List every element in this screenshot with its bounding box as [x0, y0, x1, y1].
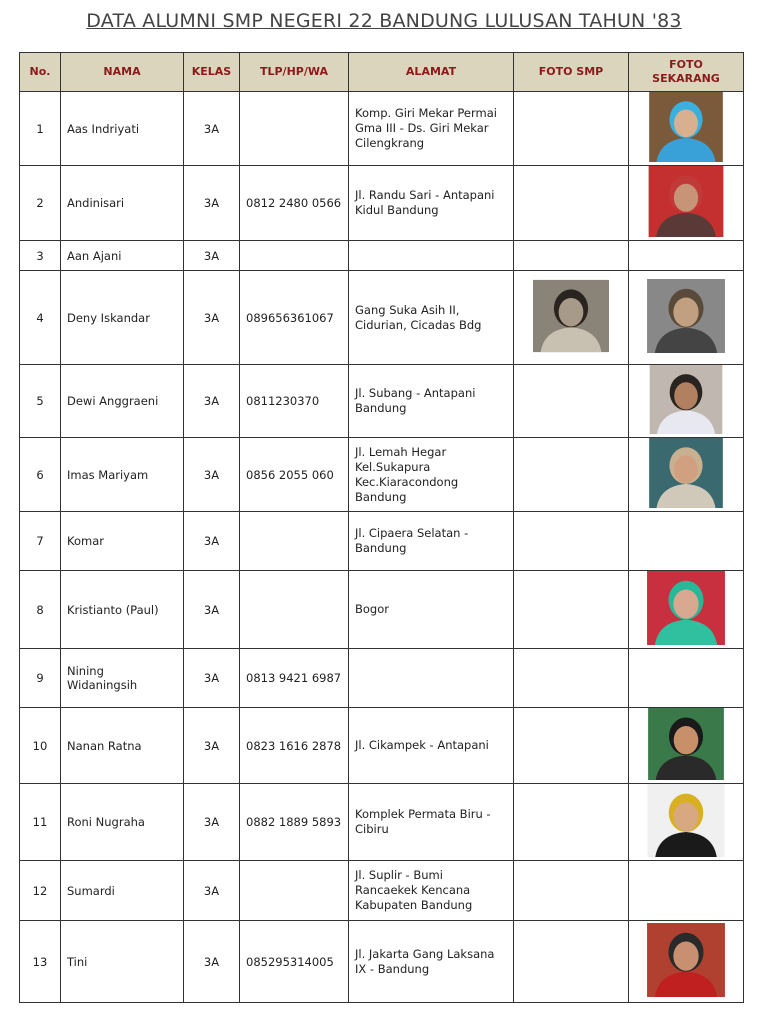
- table-row: [20, 166, 744, 241]
- cell-foto-smp: [514, 784, 629, 861]
- cell-alamat: [349, 649, 514, 708]
- cell-kelas: 3A: [184, 708, 240, 784]
- cell-no: 11: [20, 784, 61, 861]
- cell-kelas: 3A: [184, 512, 240, 571]
- cell-kelas: 3A: [184, 241, 240, 271]
- cell-no: 3: [20, 241, 61, 271]
- cell-foto-sekarang: [629, 571, 744, 649]
- cell-nama: Andinisari: [61, 166, 184, 241]
- cell-alamat: [349, 241, 514, 271]
- cell-nama: Deny Iskandar: [61, 271, 184, 365]
- cell-kelas: 3A: [184, 438, 240, 512]
- table-row: [20, 92, 744, 166]
- cell-kelas: 3A: [184, 784, 240, 861]
- cell-tlp: 0856 2055 060: [240, 438, 349, 512]
- cell-nama: Komar: [61, 512, 184, 571]
- cell-foto-smp: [514, 92, 629, 166]
- header-no: No.: [20, 53, 61, 92]
- table-row: [20, 571, 744, 649]
- table-row: [20, 438, 744, 512]
- cell-tlp: [240, 92, 349, 166]
- header-tlp: TLP/HP/WA: [240, 53, 349, 92]
- table-row: [20, 784, 744, 861]
- cell-kelas: 3A: [184, 92, 240, 166]
- cell-no: 8: [20, 571, 61, 649]
- cell-tlp: 0813 9421 6987: [240, 649, 349, 708]
- cell-foto-smp: [514, 512, 629, 571]
- current-photo: [646, 92, 726, 165]
- cell-alamat: Komplek Permata Biru - Cibiru: [349, 784, 514, 861]
- header-kelas: KELAS: [184, 53, 240, 92]
- cell-foto-smp: [514, 365, 629, 438]
- cell-alamat: Jl. Cikampek - Antapani: [349, 708, 514, 784]
- cell-nama: Kristianto (Paul): [61, 571, 184, 649]
- current-photo: [646, 166, 726, 240]
- cell-foto-sekarang: [629, 861, 744, 921]
- table-row: [20, 921, 744, 1003]
- table-header-row: [20, 53, 744, 92]
- cell-kelas: 3A: [184, 271, 240, 365]
- cell-foto-sekarang: [629, 438, 744, 512]
- alumni-table: [19, 52, 744, 1003]
- cell-nama: Tini: [61, 921, 184, 1003]
- cell-tlp: 0882 1889 5893: [240, 784, 349, 861]
- current-photo: [646, 784, 726, 860]
- cell-foto-smp: [514, 241, 629, 271]
- cell-alamat: Jl. Subang - Antapani Bandung: [349, 365, 514, 438]
- cell-tlp: 089656361067: [240, 271, 349, 365]
- header-foto-smp: FOTO SMP: [514, 53, 629, 92]
- cell-kelas: 3A: [184, 365, 240, 438]
- table-row: [20, 649, 744, 708]
- cell-kelas: 3A: [184, 166, 240, 241]
- cell-no: 1: [20, 92, 61, 166]
- table-row: [20, 861, 744, 921]
- cell-kelas: 3A: [184, 861, 240, 921]
- cell-alamat: Jl. Jakarta Gang Laksana IX - Bandung: [349, 921, 514, 1003]
- cell-no: 7: [20, 512, 61, 571]
- cell-foto-sekarang: [629, 271, 744, 365]
- cell-no: 10: [20, 708, 61, 784]
- cell-tlp: 0812 2480 0566: [240, 166, 349, 241]
- header-foto-sekarang: FOTO SEKARANG: [629, 53, 744, 92]
- cell-kelas: 3A: [184, 921, 240, 1003]
- cell-alamat: Jl. Suplir - Bumi Rancaekek Kencana Kabupaten Bandung: [349, 861, 514, 921]
- cell-nama: Nanan Ratna: [61, 708, 184, 784]
- cell-foto-smp: [514, 921, 629, 1003]
- current-photo: [646, 365, 726, 437]
- cell-foto-sekarang: [629, 708, 744, 784]
- cell-foto-sekarang: [629, 921, 744, 1003]
- table-row: [20, 271, 744, 365]
- cell-tlp: [240, 512, 349, 571]
- cell-foto-smp: [514, 166, 629, 241]
- cell-alamat: Jl. Randu Sari - Antapani Kidul Bandung: [349, 166, 514, 241]
- table-row: [20, 708, 744, 784]
- cell-foto-smp: [514, 861, 629, 921]
- cell-no: 4: [20, 271, 61, 365]
- current-photo: [646, 438, 726, 511]
- cell-nama: Nining Widaningsih: [61, 649, 184, 708]
- page-title: DATA ALUMNI SMP NEGERI 22 BANDUNG LULUSAN TAHUN '83: [86, 10, 682, 32]
- cell-alamat: Jl. Cipaera Selatan - Bandung: [349, 512, 514, 571]
- cell-foto-smp: [514, 708, 629, 784]
- table-row: [20, 241, 744, 271]
- header-nama: NAMA: [61, 53, 184, 92]
- cell-tlp: 085295314005: [240, 921, 349, 1003]
- cell-no: 13: [20, 921, 61, 1003]
- cell-nama: Aan Ajani: [61, 241, 184, 271]
- cell-kelas: 3A: [184, 571, 240, 649]
- table-row: [20, 365, 744, 438]
- cell-nama: Aas Indriyati: [61, 92, 184, 166]
- current-photo: [646, 571, 726, 648]
- cell-nama: Imas Mariyam: [61, 438, 184, 512]
- current-photo: [646, 279, 726, 356]
- cell-foto-sekarang: [629, 166, 744, 241]
- cell-foto-sekarang: [629, 649, 744, 708]
- header-alamat: ALAMAT: [349, 53, 514, 92]
- cell-nama: Roni Nugraha: [61, 784, 184, 861]
- cell-foto-smp: [514, 438, 629, 512]
- cell-no: 5: [20, 365, 61, 438]
- cell-alamat: Gang Suka Asih II, Cidurian, Cicadas Bdg: [349, 271, 514, 365]
- cell-foto-smp: [514, 571, 629, 649]
- cell-tlp: 0823 1616 2878: [240, 708, 349, 784]
- cell-alamat: Jl. Lemah Hegar Kel.Sukapura Kec.Kiaracondong Bandung: [349, 438, 514, 512]
- cell-tlp: [240, 571, 349, 649]
- table-row: [20, 512, 744, 571]
- cell-no: 12: [20, 861, 61, 921]
- cell-tlp: [240, 861, 349, 921]
- cell-foto-smp: [514, 649, 629, 708]
- cell-nama: Dewi Anggraeni: [61, 365, 184, 438]
- school-photo: [533, 271, 609, 364]
- cell-tlp: [240, 241, 349, 271]
- cell-alamat: Komp. Giri Mekar Permai Gma III - Ds. Giri Mekar Cilengkrang: [349, 92, 514, 166]
- cell-foto-smp: [514, 271, 629, 365]
- cell-tlp: 0811230370: [240, 365, 349, 438]
- cell-foto-sekarang: [629, 365, 744, 438]
- cell-foto-sekarang: [629, 92, 744, 166]
- cell-no: 6: [20, 438, 61, 512]
- cell-nama: Sumardi: [61, 861, 184, 921]
- cell-foto-sekarang: [629, 784, 744, 861]
- cell-alamat: Bogor: [349, 571, 514, 649]
- current-photo: [646, 708, 726, 783]
- cell-foto-sekarang: [629, 512, 744, 571]
- current-photo: [646, 923, 726, 1000]
- cell-no: 2: [20, 166, 61, 241]
- cell-foto-sekarang: [629, 241, 744, 271]
- cell-kelas: 3A: [184, 649, 240, 708]
- cell-no: 9: [20, 649, 61, 708]
